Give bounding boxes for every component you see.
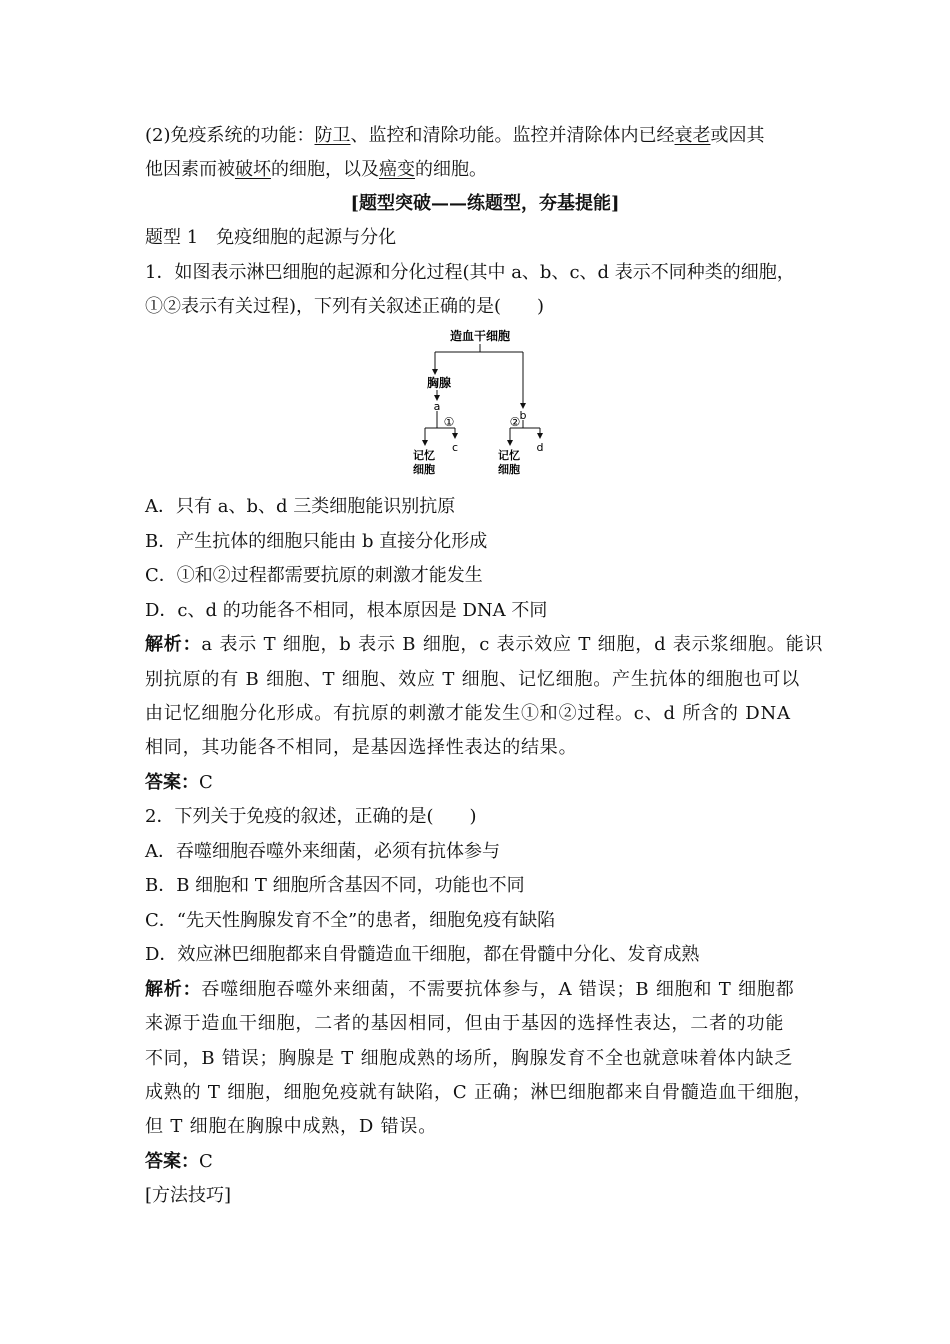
intro-text: 或因其 (710, 125, 765, 146)
q1-analysis-line-4: 相同，其功能各不相同，是基因选择性表达的结果。 (145, 737, 578, 758)
answer-label: 答案： (145, 1151, 199, 1172)
diagram-thymus-label: 胸腺 (426, 376, 452, 390)
analysis-label: 解析： (145, 634, 202, 655)
method-heading: [方法技巧] (145, 1185, 232, 1206)
diagram-process-2: ② (509, 415, 521, 429)
q2-analysis-line-1 (145, 975, 825, 1005)
q2-answer (145, 1147, 825, 1177)
intro-text: (2)免疫系统的功能： (145, 125, 315, 146)
fill-blank-answer: 癌变 (379, 159, 415, 180)
diagram-root-label: 造血干细胞 (449, 329, 511, 343)
intro-line-1 (145, 121, 825, 151)
q1-option-b: B．产生抗体的细胞只能由 b 直接分化形成 (145, 531, 488, 552)
q1-option-c: C．①和②过程都需要抗原的刺激才能发生 (145, 565, 483, 586)
q1-stem-line-2: ①②表示有关过程)，下列有关叙述正确的是( ) (145, 296, 545, 317)
q2-analysis-line-3: 不同，B 错误；胸腺是 T 细胞成熟的场所，胸腺发育不全也就意味着体内缺乏 (145, 1048, 793, 1069)
diagram-process-1: ① (443, 415, 455, 429)
q1-stem-line-1: 1．如图表示淋巴细胞的起源和分化过程(其中 a、b、c、d 表示不同种类的细胞， (145, 262, 795, 283)
intro-text: 的细胞，以及 (271, 159, 379, 180)
q2-analysis-line-2: 来源于造血干细胞，二者的基因相同，但由于基因的选择性表达，二者的功能 (145, 1013, 785, 1034)
answer-label: 答案： (145, 772, 199, 793)
diagram-memory-cell-2-line-2: 细胞 (498, 463, 520, 476)
q2-stem: 2．下列关于免疫的叙述，正确的是( ) (145, 806, 477, 827)
diagram-memory-cell-2-line-1: 记忆 (498, 449, 520, 462)
diagram-memory-cell-1-line-1: 记忆 (413, 449, 435, 462)
analysis-text: 吞噬细胞吞噬外来细菌，不需要抗体参与，A 错误；B 细胞和 T 细胞都 (201, 979, 795, 1000)
diagram-cell-c: c (451, 441, 459, 454)
diagram-cell-d: d (536, 441, 544, 454)
lymphocyte-origin-diagram (395, 328, 555, 488)
section-title: [题型突破——练题型，夯基提能] (350, 193, 620, 214)
q2-analysis-line-4: 成熟的 T 细胞，细胞免疫就有缺陷，C 正确；淋巴细胞都来自骨髓造血干细胞， (145, 1082, 813, 1103)
fill-blank-answer: 防卫 (314, 125, 351, 146)
q2-option-a: A．吞噬细胞吞噬外来细菌，必须有抗体参与 (145, 841, 500, 862)
q1-option-a: A．只有 a、b、d 三类细胞能识别抗原 (145, 496, 456, 517)
q2-option-d: D．效应淋巴细胞都来自骨髓造血干细胞，都在骨髓中分化、发育成熟 (145, 944, 700, 965)
intro-text: 的细胞。 (415, 159, 487, 180)
q2-option-b: B．B 细胞和 T 细胞所含基因不同，功能也不同 (145, 875, 525, 896)
answer-value: C (199, 772, 213, 793)
analysis-text: a 表示 T 细胞，b 表示 B 细胞，c 表示效应 T 细胞，d 表示浆细胞。能识 (201, 634, 824, 655)
q1-analysis-line-3: 由记忆细胞分化形成。有抗原的刺激才能发生①和②过程。c、d 所含的 DNA (145, 703, 791, 724)
fill-blank-answer: 破坏 (235, 159, 271, 180)
fill-blank-answer: 衰老 (674, 125, 711, 146)
diagram-memory-cell-1-line-2: 细胞 (413, 463, 435, 476)
intro-line-2 (145, 155, 825, 185)
analysis-label: 解析： (145, 979, 202, 1000)
q1-option-d: D．c、d 的功能各不相同，根本原因是 DNA 不同 (145, 600, 548, 621)
intro-text: 、监控和清除功能。监控并清除体内已经 (350, 125, 675, 146)
q2-option-c: C．“先天性胸腺发育不全”的患者，细胞免疫有缺陷 (145, 910, 556, 931)
diagram-cell-b: b (519, 409, 527, 422)
q1-answer (145, 768, 825, 798)
intro-text: 他因素而被 (145, 159, 235, 180)
diagram-cell-a: a (433, 400, 441, 413)
q1-analysis-line-2: 别抗原的有 B 细胞、T 细胞、效应 T 细胞、记忆细胞。产生抗体的细胞也可以 (145, 669, 801, 690)
topic-heading: 题型 1 免疫细胞的起源与分化 (145, 227, 397, 248)
q1-analysis-line-1 (145, 630, 825, 660)
q2-analysis-line-5: 但 T 细胞在胸腺中成熟，D 错误。 (145, 1116, 438, 1137)
answer-value: C (199, 1151, 213, 1172)
